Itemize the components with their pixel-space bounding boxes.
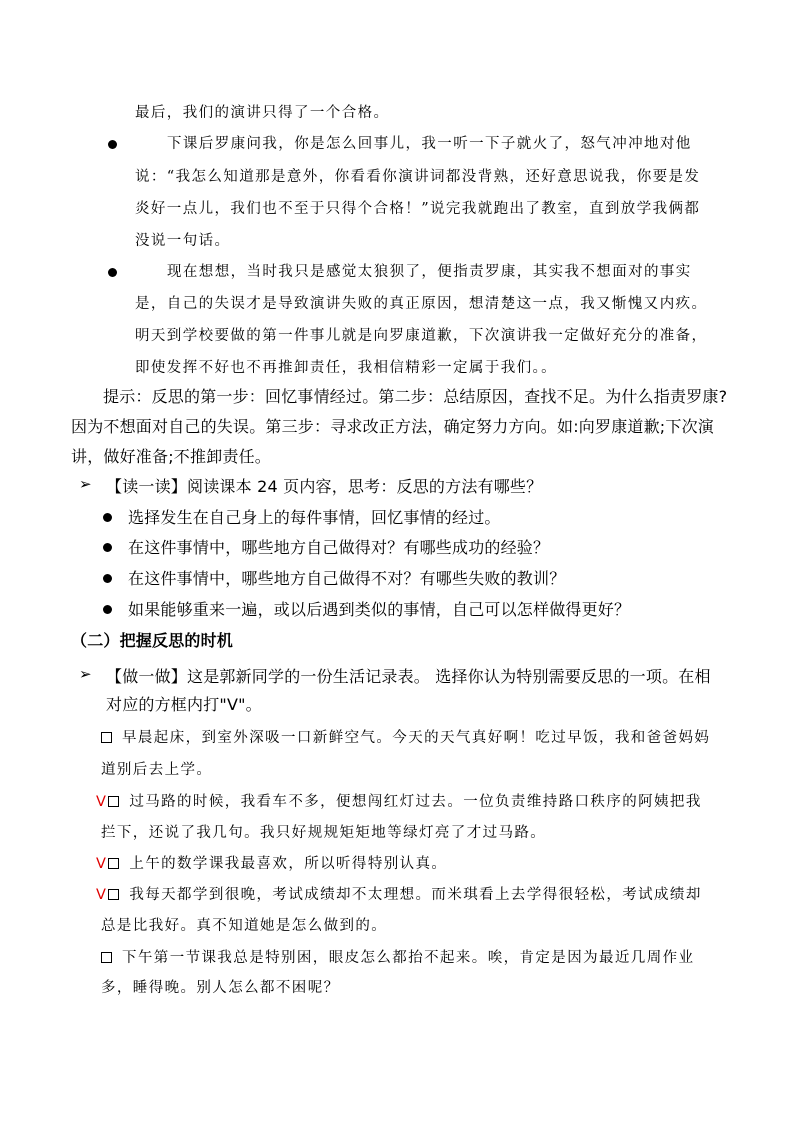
- read-title: 【读一读】阅读课本 24 页内容，思考：反思的方法有哪些？: [106, 477, 543, 496]
- arrow-bullet-icon: ➢: [79, 475, 92, 493]
- hint-line: 讲，做好准备;不推卸责任。: [71, 447, 271, 466]
- story-line: 炎好一点儿，我们也不至于只得个合格！”说完我就跑出了教室，直到放学我俩都: [135, 201, 701, 217]
- record-item: [96, 790, 702, 811]
- story-line: 是，自己的失误才是导致演讲失败的真正原因，想清楚这一点，我又惭愧又内疚。: [135, 296, 708, 312]
- record-item: [96, 883, 702, 904]
- arrow-bullet-icon: ➢: [79, 665, 92, 683]
- record-text: 道别后去上学。: [101, 762, 213, 778]
- bullet-icon: [103, 605, 112, 614]
- read-item: 如果能够重来一遍，或以后遇到类似的事情，自己可以怎样做得更好？: [128, 600, 631, 619]
- check-mark: V: [96, 856, 108, 872]
- checkbox[interactable]: [108, 858, 119, 869]
- record-text: 下午第一节课我总是特别困，眼皮怎么都抬不起来。唉，肯定是因为最近几周作业: [122, 950, 695, 966]
- record-text: 拦下，还说了我几句。我只好规规矩矩地等绿灯亮了才过马路。: [101, 825, 547, 841]
- record-item: [101, 946, 694, 967]
- checkbox[interactable]: [101, 732, 112, 743]
- record-text: 上午的数学课我最喜欢，所以听得特别认真。: [129, 856, 448, 872]
- record-text: 我每天都学到很晚，考试成绩却不太理想。而米琪看上去学得很轻松，考试成绩却: [129, 887, 702, 903]
- record-item: [101, 726, 710, 747]
- checkbox[interactable]: [108, 796, 119, 807]
- bullet-icon: [108, 140, 117, 149]
- checkbox[interactable]: [101, 952, 112, 963]
- check-mark: V: [96, 887, 108, 903]
- read-item: 选择发生在自己身上的每件事情，回忆事情的经过。: [128, 508, 501, 527]
- story-line: 下课后罗康问我，你是怎么回事儿，我一听一下子就火了，怒气冲冲地对他: [167, 136, 692, 152]
- read-item: 在这件事情中，哪些地方自己做得对？有哪些成功的经验？: [128, 538, 550, 557]
- do-title: 【做一做】这是郭新同学的一份生活记录表。 选择你认为特别需要反思的一项。在相: [106, 667, 711, 686]
- record-item: [96, 852, 447, 873]
- check-mark: V: [96, 794, 108, 810]
- bullet-icon: [103, 543, 112, 552]
- bullet-icon: [103, 513, 112, 522]
- section-title: （二）把握反思的时机: [71, 631, 234, 650]
- record-text: 早晨起床，到室外深吸一口新鲜空气。今天的天气真好啊！吃过早饭，我和爸爸妈妈: [122, 730, 711, 746]
- story-line: 最后，我们的演讲只得了一个合格。: [135, 105, 390, 121]
- story-line: 说：“我怎么知道那是意外，你看看你演讲词都没背熟，还好意思说我，你要是发: [135, 169, 701, 185]
- story-line: 即使发挥不好也不再推卸责任，我相信精彩一定属于我们。。: [135, 360, 558, 376]
- record-text: 过马路的时候，我看车不多，便想闯红灯过去。一位负责维持路口秩序的阿姨把我: [129, 794, 702, 810]
- bullet-icon: [108, 268, 117, 277]
- checkbox[interactable]: [108, 889, 119, 900]
- bullet-icon: [103, 574, 112, 583]
- story-line: 明天到学校要做的第一件事儿就是向罗康道歉，下次演讲我一定做好充分的准备，: [135, 328, 708, 344]
- read-item: 在这件事情中，哪些地方自己做得不对？有哪些失败的教训？: [128, 569, 566, 588]
- record-text: 多，睡得晚。别人怎么都不困呢？: [101, 980, 340, 996]
- do-title: 对应的方框内打"V"。: [106, 695, 262, 714]
- record-text: 总是比我好。真不知道她是怎么做到的。: [101, 918, 388, 934]
- story-line: 现在想想，当时我只是感觉太狼狈了，便指责罗康，其实我不想面对的事实: [167, 264, 692, 280]
- hint-line: 因为不想面对自己的失误。第三步：寻求改正方法，确定努力方向。如:向罗康道歉;下次演: [71, 417, 714, 436]
- hint-line: 提示：反思的第一步：回忆事情经过。第二步：总结原因，查找不足。为什么指责罗康?: [103, 387, 728, 406]
- story-line: 没说一句话。: [135, 233, 231, 249]
